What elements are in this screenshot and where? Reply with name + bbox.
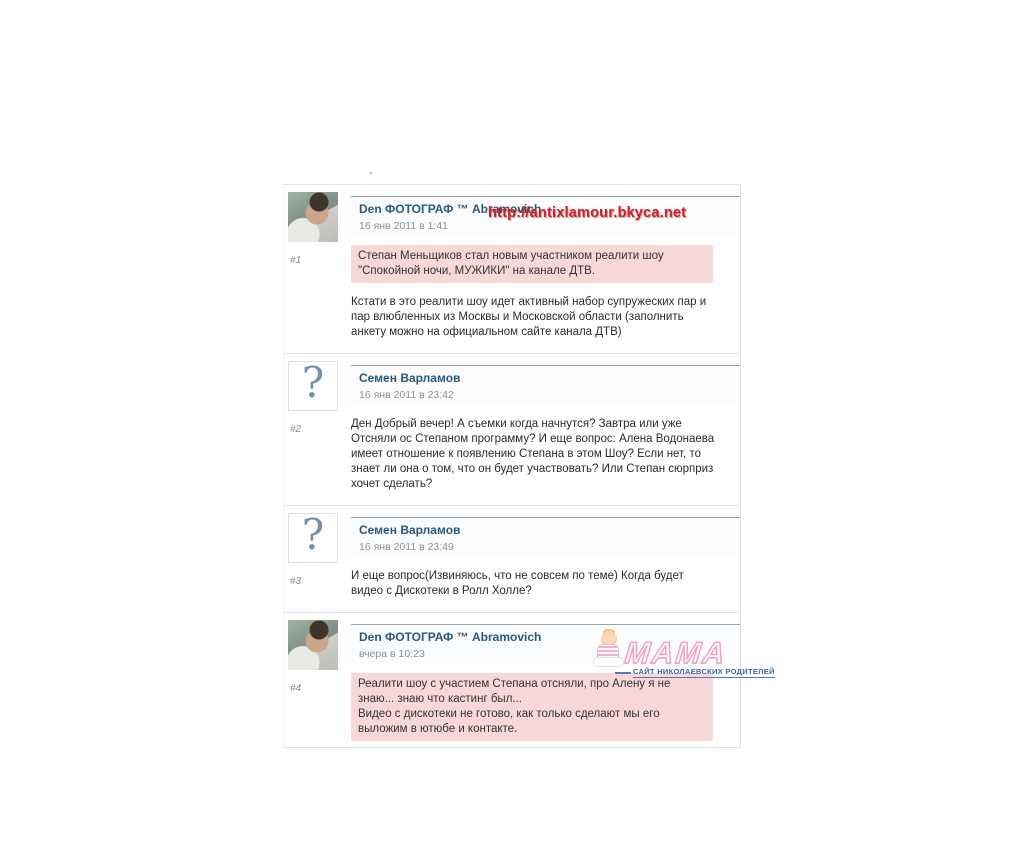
post-date: 16 янв 2011 в 1:41 [359,220,449,232]
post-date: 16 янв 2011 в 23:49 [359,541,454,553]
highlight-line-2: Видео с дискотеки не готово, как только сделают мы его выложим в ютюбе и контакте. [358,708,660,735]
avatar-placeholder[interactable] [288,510,338,563]
author-link[interactable]: Den ФОТОГРАФ ™ Abramovich [359,202,542,216]
post-2-content [351,354,740,505]
post-3-left-column [284,506,351,612]
avatar[interactable] [288,620,338,670]
post-date: вчера в 10:23 [359,648,425,660]
post-body: И еще вопрос(Извиняюсь, что не совсем по теме) Когда будет видео с Дискотеки в Ролл Холле? [351,570,684,597]
post-date: 16 янв 2011 в 23:42 [359,389,454,401]
post-2-left-column [284,354,351,505]
post-number: #4 [290,683,302,694]
question-mark-icon: ? [301,510,325,559]
author-link[interactable]: Семен Варламов [359,523,461,537]
post-3-content [351,506,740,612]
author-link[interactable]: Den ФОТОГРАФ ™ Abramovich [359,630,542,644]
mama-logo [593,629,775,678]
highlight-block: Степан Меньщиков стал новым участником реалити шоу "Спокойной ночи, МУЖИКИ" на канале ДТВ. [351,245,713,283]
mama-subtitle-line [615,672,631,674]
stray-mark: - [369,167,373,179]
post-body: Ден Добрый вечер! А съемки когда начнутся? Завтра или уже Отсняли ос Степаном программу? И еще вопрос: Алена Водонаева имеет отношение к появлению Степана в этом Шоу? Если нет, то знает ли она о том, что он будет участвовать? Или Степан сюрприз хочет сделать? [351,418,715,490]
mama-subtitle: САЙТ НИКОЛАЕВСКИХ РОДИТЕЛЕЙ [633,667,775,676]
mama-title: МАМА [623,637,729,670]
post-body: Кстати в это реалити шоу идет активный набор супружеских пар и пар влюбленных из Москвы и Московской области (заполнить анкету можно на официальном сайте канала ДТВ) [351,296,707,338]
post-number: #1 [290,255,302,266]
avatar[interactable] [288,192,338,242]
highlight-line-1: Реалити шоу с участием Степана отсняли, про Алену я не знаю... знаю что кастинг был... [358,678,671,705]
post-header [351,365,740,405]
url-watermark: http://antixlamour.bkyca.net [488,205,687,221]
question-mark-icon: ? [301,358,325,407]
post-1-left-column [284,185,351,353]
post-number: #2 [290,424,302,435]
post-2 [284,354,740,506]
post-header [351,517,740,557]
author-link[interactable]: Семен Варламов [359,371,461,385]
post-3 [284,506,740,613]
avatar-placeholder[interactable] [288,358,338,411]
baby-icon [593,629,625,669]
highlight-block [351,673,713,741]
post-4-left-column [284,613,351,747]
post-number: #3 [290,576,302,587]
